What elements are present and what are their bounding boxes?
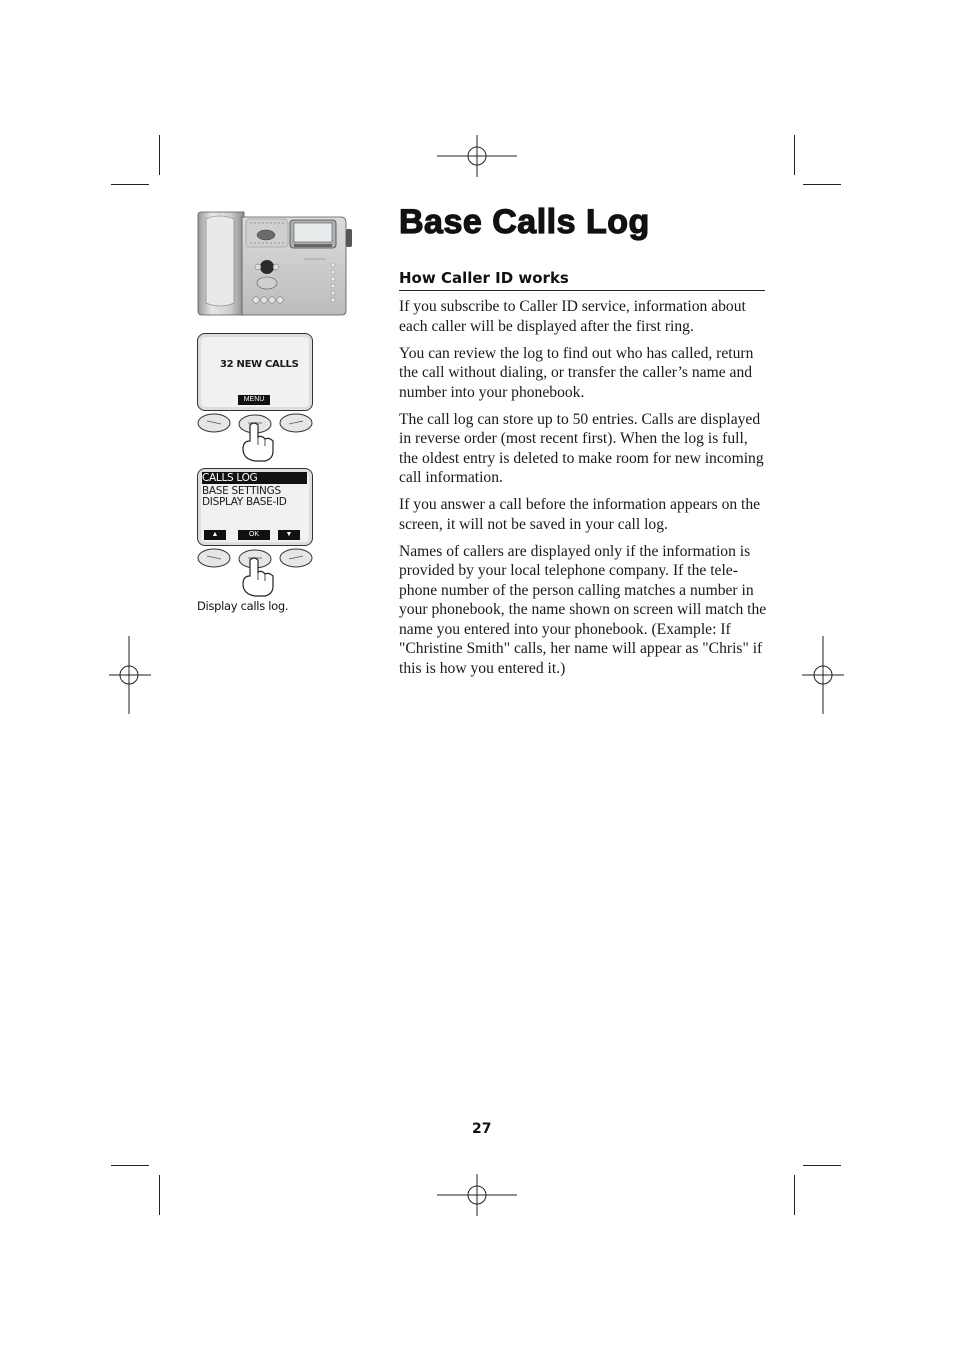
up-arrow-softkey xyxy=(204,530,226,540)
paragraph: If you subscribe to Caller ID service, information about each caller will be displayed after the first ring. xyxy=(399,298,746,335)
lcd-screen-new-calls xyxy=(197,333,313,411)
ok-softkey-label: OK xyxy=(238,530,270,540)
menu-item-base-settings: BASE SETTINGS xyxy=(202,485,281,497)
up-arrow-icon: ▲ xyxy=(211,531,219,538)
section-heading: How Caller ID works xyxy=(399,269,765,291)
registration-mark-top xyxy=(437,135,517,177)
menu-item-calls-log: CALLS LOG xyxy=(202,472,307,484)
page-number: 27 xyxy=(472,1121,492,1137)
illustration-caption: Display calls log. xyxy=(197,599,289,613)
new-calls-message: 32 NEW CALLS xyxy=(220,359,299,370)
page-title: Base Calls Log xyxy=(399,203,650,241)
paragraph: You can review the log to find out who has called, return the call without dialing, or transfer the caller’s name and number into your phonebook. xyxy=(399,344,754,401)
softkeys-row-1 xyxy=(195,411,315,463)
down-arrow-icon: ▼ xyxy=(285,531,293,538)
body-text xyxy=(399,297,767,686)
paragraph: Names of callers are displayed only if the information is provided by your local telephone company. If the telephone number of the person calling matches a number in your phonebook, the name shown on screen will match the name you entered into your phonebook. (Example: If "Christine Smith" calls, her name will appear as "Chris" if this is how you entered it.) xyxy=(399,542,767,677)
lcd-screen-menu xyxy=(197,468,313,546)
registration-mark-right xyxy=(802,636,844,714)
menu-item-display-base-id: DISPLAY BASE-ID xyxy=(202,496,287,508)
registration-mark-left xyxy=(109,636,151,714)
softkeys-row-2 xyxy=(195,546,315,598)
paragraph: The call log can store up to 50 entries. Calls are displayed in reverse order (most recent first). When the log is full, the oldest entry is deleted to make room for new incoming call information. xyxy=(399,410,764,486)
menu-softkey-label: MENU xyxy=(238,395,270,405)
phone-base-unit-image xyxy=(196,211,352,317)
paragraph: If you answer a call before the information appears on the screen, it will not be saved in your call log. xyxy=(399,496,761,533)
registration-mark-bottom xyxy=(437,1174,517,1216)
down-arrow-softkey xyxy=(278,530,300,540)
